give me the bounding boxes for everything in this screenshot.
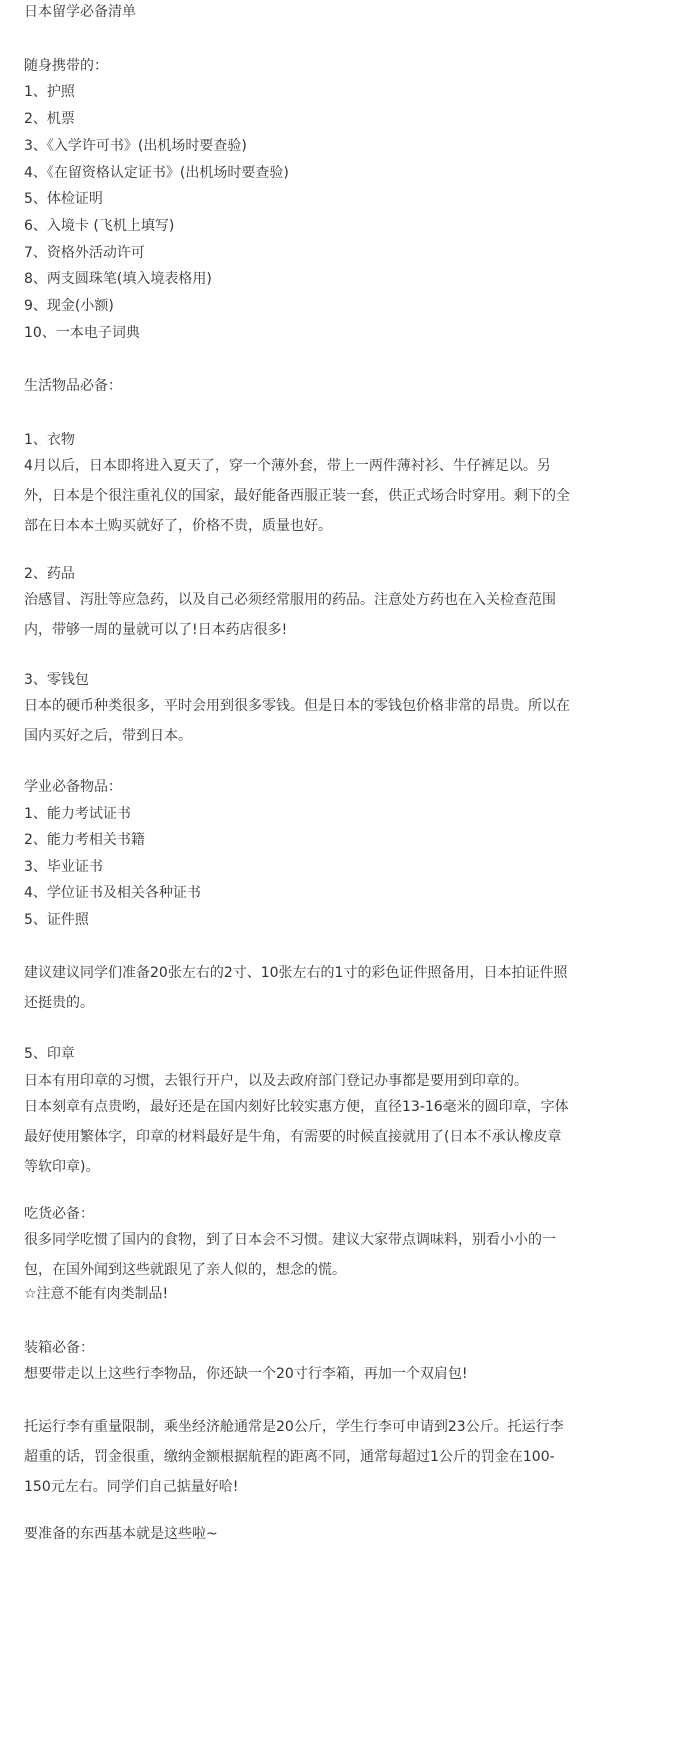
list-item: 1、能力考试证书 [24,806,131,822]
carry-heading: 随身携带的： [24,58,108,74]
seal-title: 5、印章 [24,1046,75,1062]
list-item: 10、一本电子词典 [24,325,140,341]
clothes-paragraph [24,451,669,541]
closing-line: 要准备的东西基本就是这些啦~ [24,1526,218,1542]
paragraph-line: 部在日本本土购买就好了，价格不贵，质量也好。 [24,518,332,534]
purse-paragraph [24,691,669,751]
list-item: 7、资格外活动许可 [24,245,145,261]
photo-paragraph [24,958,669,1018]
clothes-title: 1、衣物 [24,432,75,448]
food-paragraph [24,1225,669,1285]
paragraph-line: 外，日本是个很注重礼仪的国家，最好能备西服正装一套，供正式场合时穿用。剩下的全 [24,488,570,504]
paragraph-line: 很多同学吃惯了国内的食物，到了日本会不习惯。建议大家带点调味料，别看小小的一 [24,1232,556,1248]
food-heading: 吃货必备： [24,1206,94,1222]
paragraph-line: 还挺贵的。 [24,995,94,1011]
list-item: 5、证件照 [24,912,89,928]
paragraph-line: 日本的硬币种类很多，平时会用到很多零钱。但是日本的零钱包价格非常的昂贵。所以在 [24,698,570,714]
study-heading: 学业必备物品： [24,779,122,795]
page-title: 日本留学必备清单 [24,4,136,20]
paragraph-line: 最好使用繁体字，印章的材料最好是牛角，有需要的时候直接就用了(日本不承认橡皮章 [24,1129,562,1145]
medicine-paragraph [24,585,669,645]
list-item: 4、学位证书及相关各种证书 [24,885,201,901]
living-heading: 生活物品必备： [24,378,122,394]
paragraph-line: 包，在国外闻到这些就跟见了亲人似的，想念的慌。 [24,1262,346,1278]
paragraph-line: 超重的话，罚金很重，缴纳金额根据航程的距离不同，通常每超过1公斤的罚金在100- [24,1449,555,1465]
list-item: 5、体检证明 [24,191,103,207]
packing-line: 想要带走以上这些行李物品，你还缺一个20寸行李箱，再加一个双肩包! [24,1366,468,1382]
purse-title: 3、零钱包 [24,672,89,688]
list-item: 2、能力考相关书籍 [24,832,145,848]
paragraph-line: 等软印章)。 [24,1159,100,1175]
paragraph-line: 国内买好之后，带到日本。 [24,728,192,744]
seal-line: 日本有用印章的习惯，去银行开户，以及去政府部门登记办事都是要用到印章的。 [24,1073,528,1089]
paragraph-line: 内，带够一周的量就可以了!日本药店很多! [24,622,288,638]
paragraph-line: 建议建议同学们准备20张左右的2寸、10张左右的1寸的彩色证件照备用，日本拍证件照 [24,965,568,981]
list-item: 8、两支圆珠笔(填入境表格用) [24,271,212,287]
list-item: 2、机票 [24,111,75,127]
paragraph-line: 日本刻章有点贵哟，最好还是在国内刻好比较实惠方便，直径13-16毫米的圆印章，字体 [24,1099,569,1115]
medicine-title: 2、药品 [24,566,75,582]
list-item: 9、现金(小额) [24,298,114,314]
paragraph-line: 治感冒、泻肚等应急药，以及自己必须经常服用的药品。注意处方药也在入关检查范围 [24,592,556,608]
paragraph-line: 4月以后，日本即将进入夏天了，穿一个薄外套，带上一两件薄衬衫、牛仔裤足以。另 [24,458,551,474]
paragraph-line: 150元左右。同学们自己掂量好哈! [24,1479,239,1495]
seal-paragraph [24,1092,669,1182]
paragraph-line: 托运行李有重量限制，乘坐经济舱通常是20公斤，学生行李可申请到23公斤。托运行李 [24,1419,564,1435]
list-item: 3、毕业证书 [24,859,103,875]
baggage-paragraph [24,1412,669,1502]
list-item: 4、《在留资格认定证书》(出机场时要查验) [24,165,289,181]
packing-heading: 装箱必备： [24,1340,94,1356]
list-item: 1、护照 [24,84,75,100]
list-item: 6、入境卡 (飞机上填写) [24,218,175,234]
list-item: 3、《入学许可书》(出机场时要查验) [24,138,247,154]
food-note: ☆注意不能有肉类制品! [24,1286,169,1302]
